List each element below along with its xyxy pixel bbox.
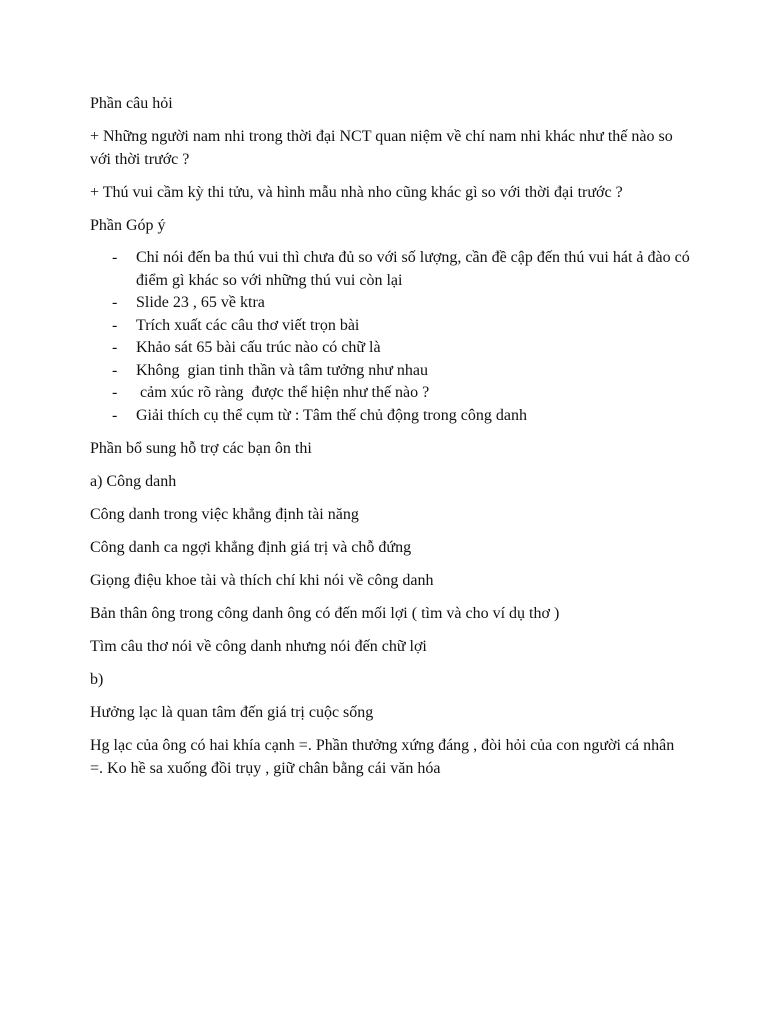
feedback-item-text: Giải thích cụ thể cụm từ : Tâm thế chủ động trong công danh <box>136 406 527 424</box>
question-2: + Thú vui cầm kỳ thi tửu, và hình mẫu nhà nho cũng khác gì so với thời đại trước ? <box>90 184 623 201</box>
support-line-5: Bản thân ông trong công danh ông có đến mối lợi ( tìm và cho ví dụ thơ ) <box>90 605 560 622</box>
support-line-7: b) <box>90 671 104 688</box>
feedback-item-text: Không gian tinh thần và tâm tưởng như nhau <box>136 361 428 379</box>
support-line-1: a) Công danh <box>90 473 177 490</box>
bullet-dash: - <box>112 339 118 356</box>
bullet-dash: - <box>112 384 118 401</box>
bullet-dash: - <box>112 249 118 266</box>
feedback-item-text: Chỉ nói đến ba thú vui thì chưa đủ so với số lượng, cần đề cập đến thú vui hát ả đào có điểm gì khác so với những thú vui còn lại <box>136 249 690 289</box>
bullet-dash: - <box>112 406 118 424</box>
bullet-dash: - <box>112 316 118 334</box>
support-line-6: Tìm câu thơ nói về công danh nhưng nói đến chữ lợi <box>90 638 427 655</box>
feedback-item-text: Slide 23 , 65 về ktra <box>136 294 265 311</box>
section-support-title: Phần bổ sung hỗ trợ các bạn ôn thi <box>90 440 312 457</box>
support-line-2: Công danh trong việc khẳng định tài năng <box>90 506 359 523</box>
support-line-3: Công danh ca ngợi khẳng định giá trị và chỗ đứng <box>90 539 412 556</box>
support-line-8: Hưởng lạc là quan tâm đến giá trị cuộc sống <box>90 704 374 721</box>
document-page <box>90 92 690 790</box>
feedback-item-1 <box>90 247 690 292</box>
feedback-list <box>90 247 690 427</box>
feedback-item-text: Trích xuất các câu thơ viết trọn bài <box>136 316 360 334</box>
feedback-item-2 <box>90 292 690 315</box>
feedback-item-3 <box>90 315 690 338</box>
support-line-4: Giọng điệu khoe tài và thích chí khi nói về công danh <box>90 572 434 589</box>
question-1: + Những người nam nhi trong thời đại NCT quan niệm về chí nam nhi khác như thế nào so với thời trước ? <box>90 128 673 168</box>
feedback-item-text: cảm xúc rõ ràng được thể hiện như thế nào ? <box>136 384 430 401</box>
feedback-item-7 <box>90 405 690 428</box>
bullet-dash: - <box>112 361 118 379</box>
section-questions-title: Phần câu hỏi <box>90 95 173 112</box>
section-feedback-title: Phần Góp ý <box>90 217 166 234</box>
bullet-dash: - <box>112 294 118 311</box>
support-line-9: Hg lạc của ông có hai khía cạnh =. Phần thưởng xứng đáng , đòi hỏi của con người cá nhân =. Ko hề sa xuống đồi trụy , giữ chân bằng cái văn hóa <box>90 737 675 777</box>
feedback-item-5 <box>90 360 690 383</box>
feedback-item-6 <box>90 382 690 405</box>
feedback-item-4 <box>90 337 690 360</box>
feedback-item-text: Khảo sát 65 bài cấu trúc nào có chữ là <box>136 339 381 356</box>
